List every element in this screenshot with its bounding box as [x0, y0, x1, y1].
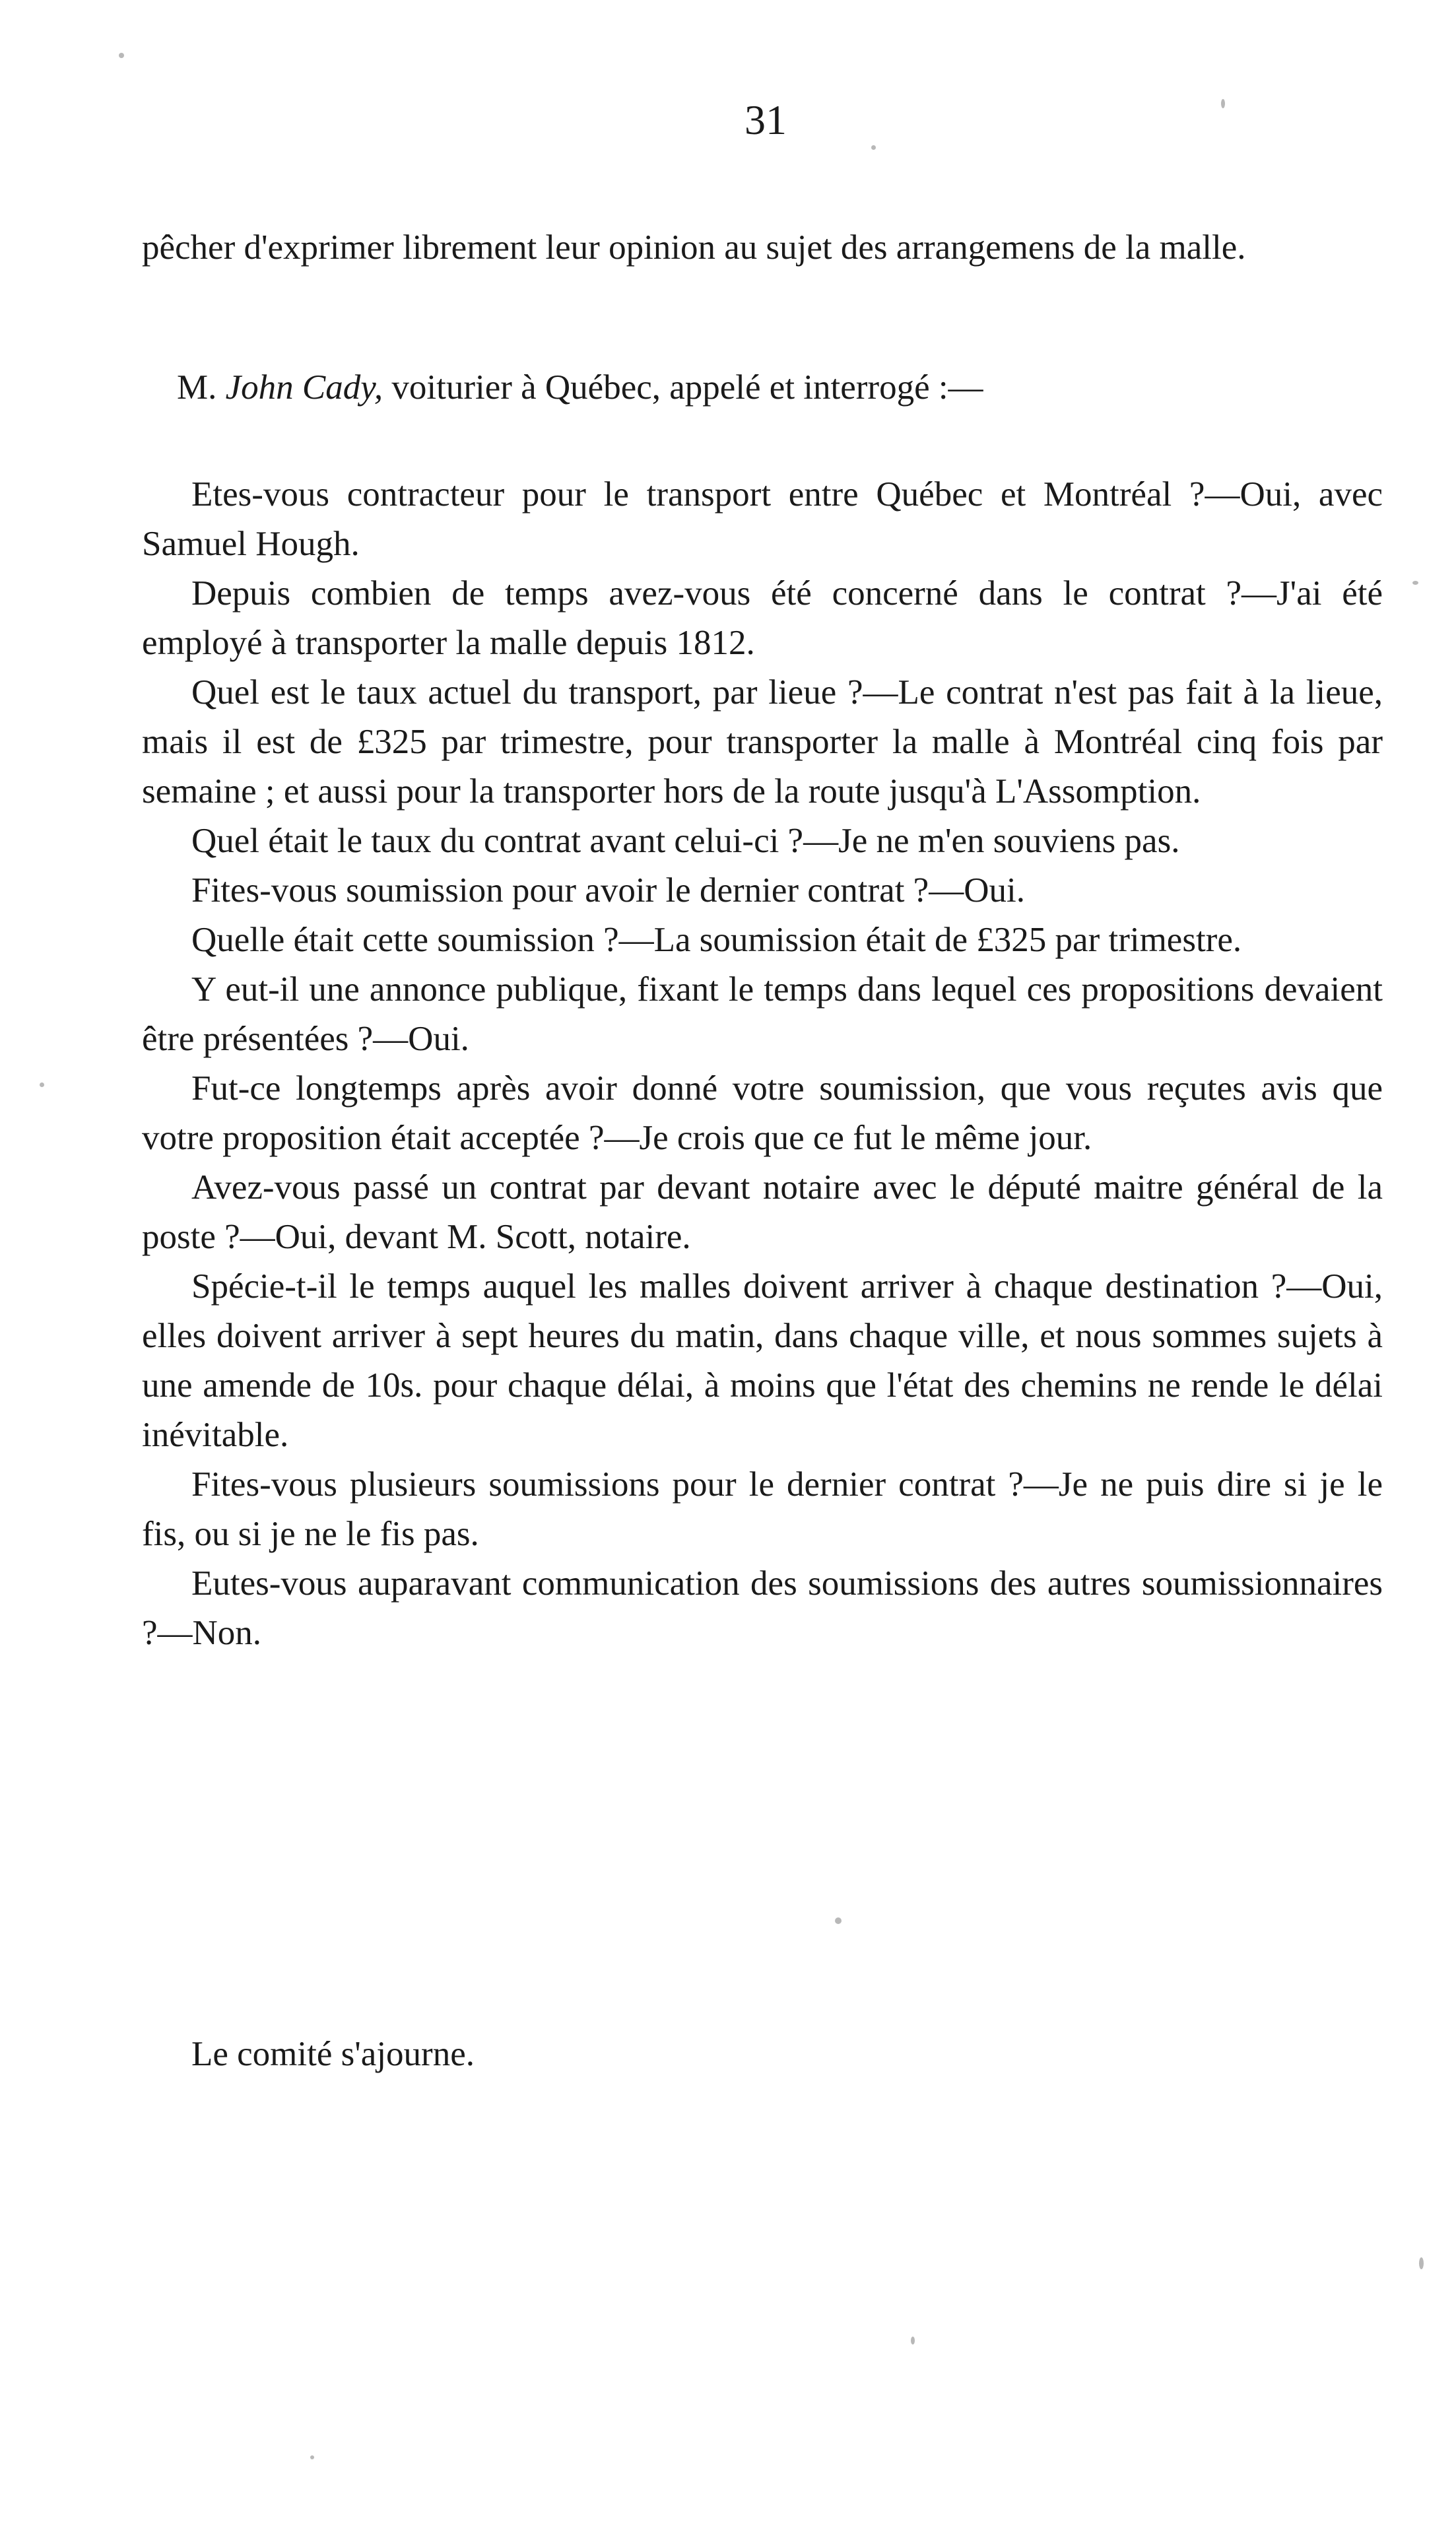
testimony-paragraph: Y eut-il une annonce publique, fixant le temps dans lequel ces propositions devaient être présentées ?—Oui. [142, 970, 1383, 1058]
scan-speck [1221, 99, 1225, 108]
testimony-paragraph: Fites-vous soumission pour avoir le dernier contrat ?—Oui. [191, 871, 1025, 910]
testimony-paragraph: Quel est le taux actuel du transport, par lieue ?—Le contrat n'est pas fait à la lieue, mais il est de £325 par trimestre, pour transporter la malle à Montréal cinq fois par semaine ; et aussi pour la transporter hors de la route jusqu'à L'Assomption. [142, 673, 1383, 811]
scan-speck [119, 53, 124, 58]
scan-speck [871, 145, 876, 150]
page-number: 31 [745, 96, 787, 143]
testimony-paragraph: Etes-vous contracteur pour le transport entre Québec et Montréal ?—Oui, avec Samuel Hough. [142, 475, 1383, 563]
scan-speck [1412, 581, 1418, 585]
testimony-paragraph: Quel était le taux du contrat avant celui-ci ?—Je ne m'en souviens pas. [191, 822, 1180, 860]
continuation-text: pêcher d'exprimer librement leur opinion au sujet des arrangemens de la malle. [142, 228, 1246, 267]
testimony-paragraph: Fites-vous plusieurs soumissions pour le dernier contrat ?—Je ne puis dire si je le fis, ou si je ne le fis pas. [142, 1465, 1383, 1553]
continuation-paragraph [142, 223, 1383, 273]
testimony-paragraph: Eutes-vous auparavant communication des soumissions des autres soumissionnaires ?—Non. [142, 1564, 1383, 1652]
witness-prefix: M. [177, 368, 217, 407]
scan-speck [835, 1917, 842, 1924]
scan-speck [40, 1082, 44, 1087]
testimony-block [142, 470, 1383, 1658]
closing-line: Le comité s'ajourne. [191, 2035, 475, 2073]
witness-name: John Cady, [225, 368, 383, 407]
witness-description: voiturier à Québec, appelé et interrogé :— [391, 368, 983, 407]
testimony-paragraph: Quelle était cette soumission ?—La soumission était de £325 par trimestre. [191, 921, 1242, 959]
witness-introduction [177, 363, 1391, 413]
testimony-paragraph: Avez-vous passé un contrat par devant notaire avec le député maitre général de la poste ?—Oui, devant M. Scott, notaire. [142, 1168, 1383, 1256]
testimony-paragraph: Fut-ce longtemps après avoir donné votre soumission, que vous reçutes avis que votre proposition était acceptée ?—Je crois que ce fut le même jour. [142, 1069, 1383, 1157]
scan-speck [310, 2455, 314, 2459]
testimony-paragraph: Depuis combien de temps avez-vous été concerné dans le contrat ?—J'ai été employé à transporter la malle depuis 1812. [142, 574, 1383, 662]
scan-speck [1419, 2257, 1424, 2269]
scan-speck [911, 2337, 915, 2344]
testimony-paragraph: Spécie-t-il le temps auquel les malles doivent arriver à chaque destination ?—Oui, elles doivent arriver à sept heures du matin, dans chaque ville, et nous sommes sujets à une amende de 10s. pour chaque délai, à moins que l'état des chemins ne rende le délai inévitable. [142, 1267, 1383, 1454]
